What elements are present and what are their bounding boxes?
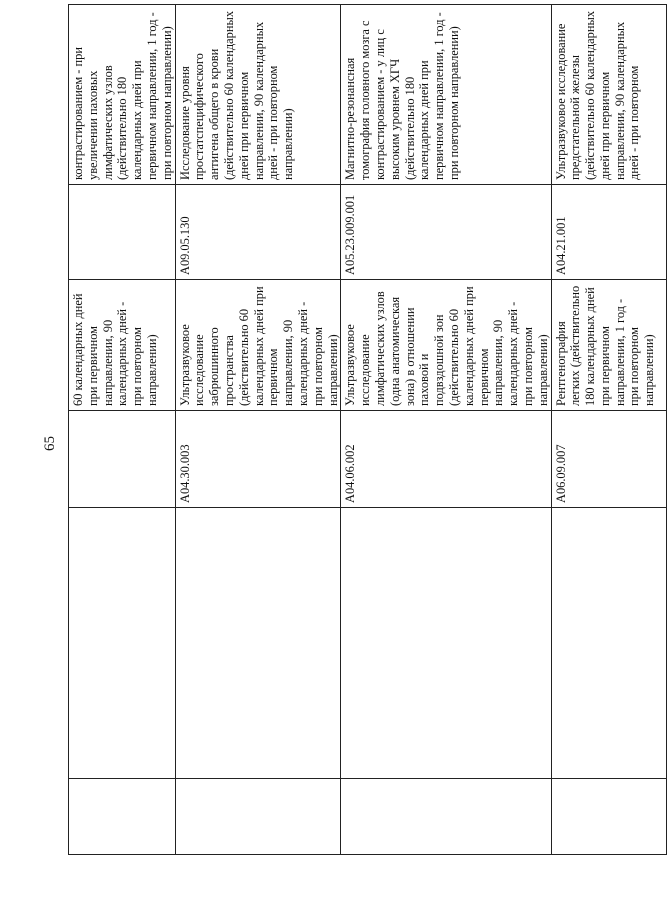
study-code-cell: A04.06.002 [341, 411, 551, 508]
table-row [341, 5, 551, 855]
empty-cell [69, 508, 176, 779]
study-code-cell: A06.09.007 [551, 411, 666, 508]
additional-study-code-cell [69, 185, 176, 280]
empty-cell [551, 508, 666, 779]
study-name-cell: Ультразвуковое исследование лимфатических узлов (одна анатомическая зона) в отношении паховой и подвздошной зон (действительно 60 календарных дней при первичном направлении, 90 календарных дней - при повторном направлении) [341, 280, 551, 411]
additional-study-name-cell: Ультразвуковое исследование предстательной железы (действительно 60 календарных дней при первичном направлении, 90 календарных дней - при повторном [551, 5, 666, 185]
page-number [38, 428, 62, 458]
study-name-cell: Ультразвуковое исследование забрюшинного пространства (действительно 60 календарных дней при первичном направлении, 90 календарных дней - при повторном направлении) [175, 280, 341, 411]
empty-cell [175, 779, 341, 855]
empty-cell [341, 508, 551, 779]
table-row [551, 5, 666, 855]
additional-study-name-cell: Исследование уровня простатспецифического антигена общего в крови (действительно 60 календарных дней при первичном направлении, 90 календарных дней - при повторном направлении) [175, 5, 341, 185]
additional-study-code-cell: A09.05.130 [175, 185, 341, 280]
empty-cell [175, 508, 341, 779]
additional-study-code-cell: A04.21.001 [551, 185, 666, 280]
study-code-cell: A04.30.003 [175, 411, 341, 508]
table-row [175, 5, 341, 855]
study-code-cell [69, 411, 176, 508]
empty-cell [69, 779, 176, 855]
empty-cell [551, 779, 666, 855]
examinations-table [68, 4, 667, 855]
table-row [69, 5, 176, 855]
study-name-cell: 60 календарных дней при первичном направлении, 90 календарных дней - при повторном направлении) [69, 280, 176, 411]
study-name-cell: Рентгенография легких (действительно 180 календарных дней при первичном направлении, 1 год - при повторном направлении) [551, 280, 666, 411]
additional-study-code-cell: A05.23.009.001 [341, 185, 551, 280]
page-number-text: 65 [41, 435, 58, 451]
additional-study-name-cell: Магнитно-резонансная томография головного мозга с контрастированием - у лиц с высоким уровнем ХГЧ (действительно 180 календарных дней при первичном направлении, 1 год - при повторном направлении) [341, 5, 551, 185]
rotated-table-container [68, 5, 657, 855]
empty-cell [341, 779, 551, 855]
additional-study-name-cell: контрастированием - при увеличении паховых лимфатических узлов (действительно 180 календарных дней при первичном направлении, 1 год - при повторном направлении) [69, 5, 176, 185]
